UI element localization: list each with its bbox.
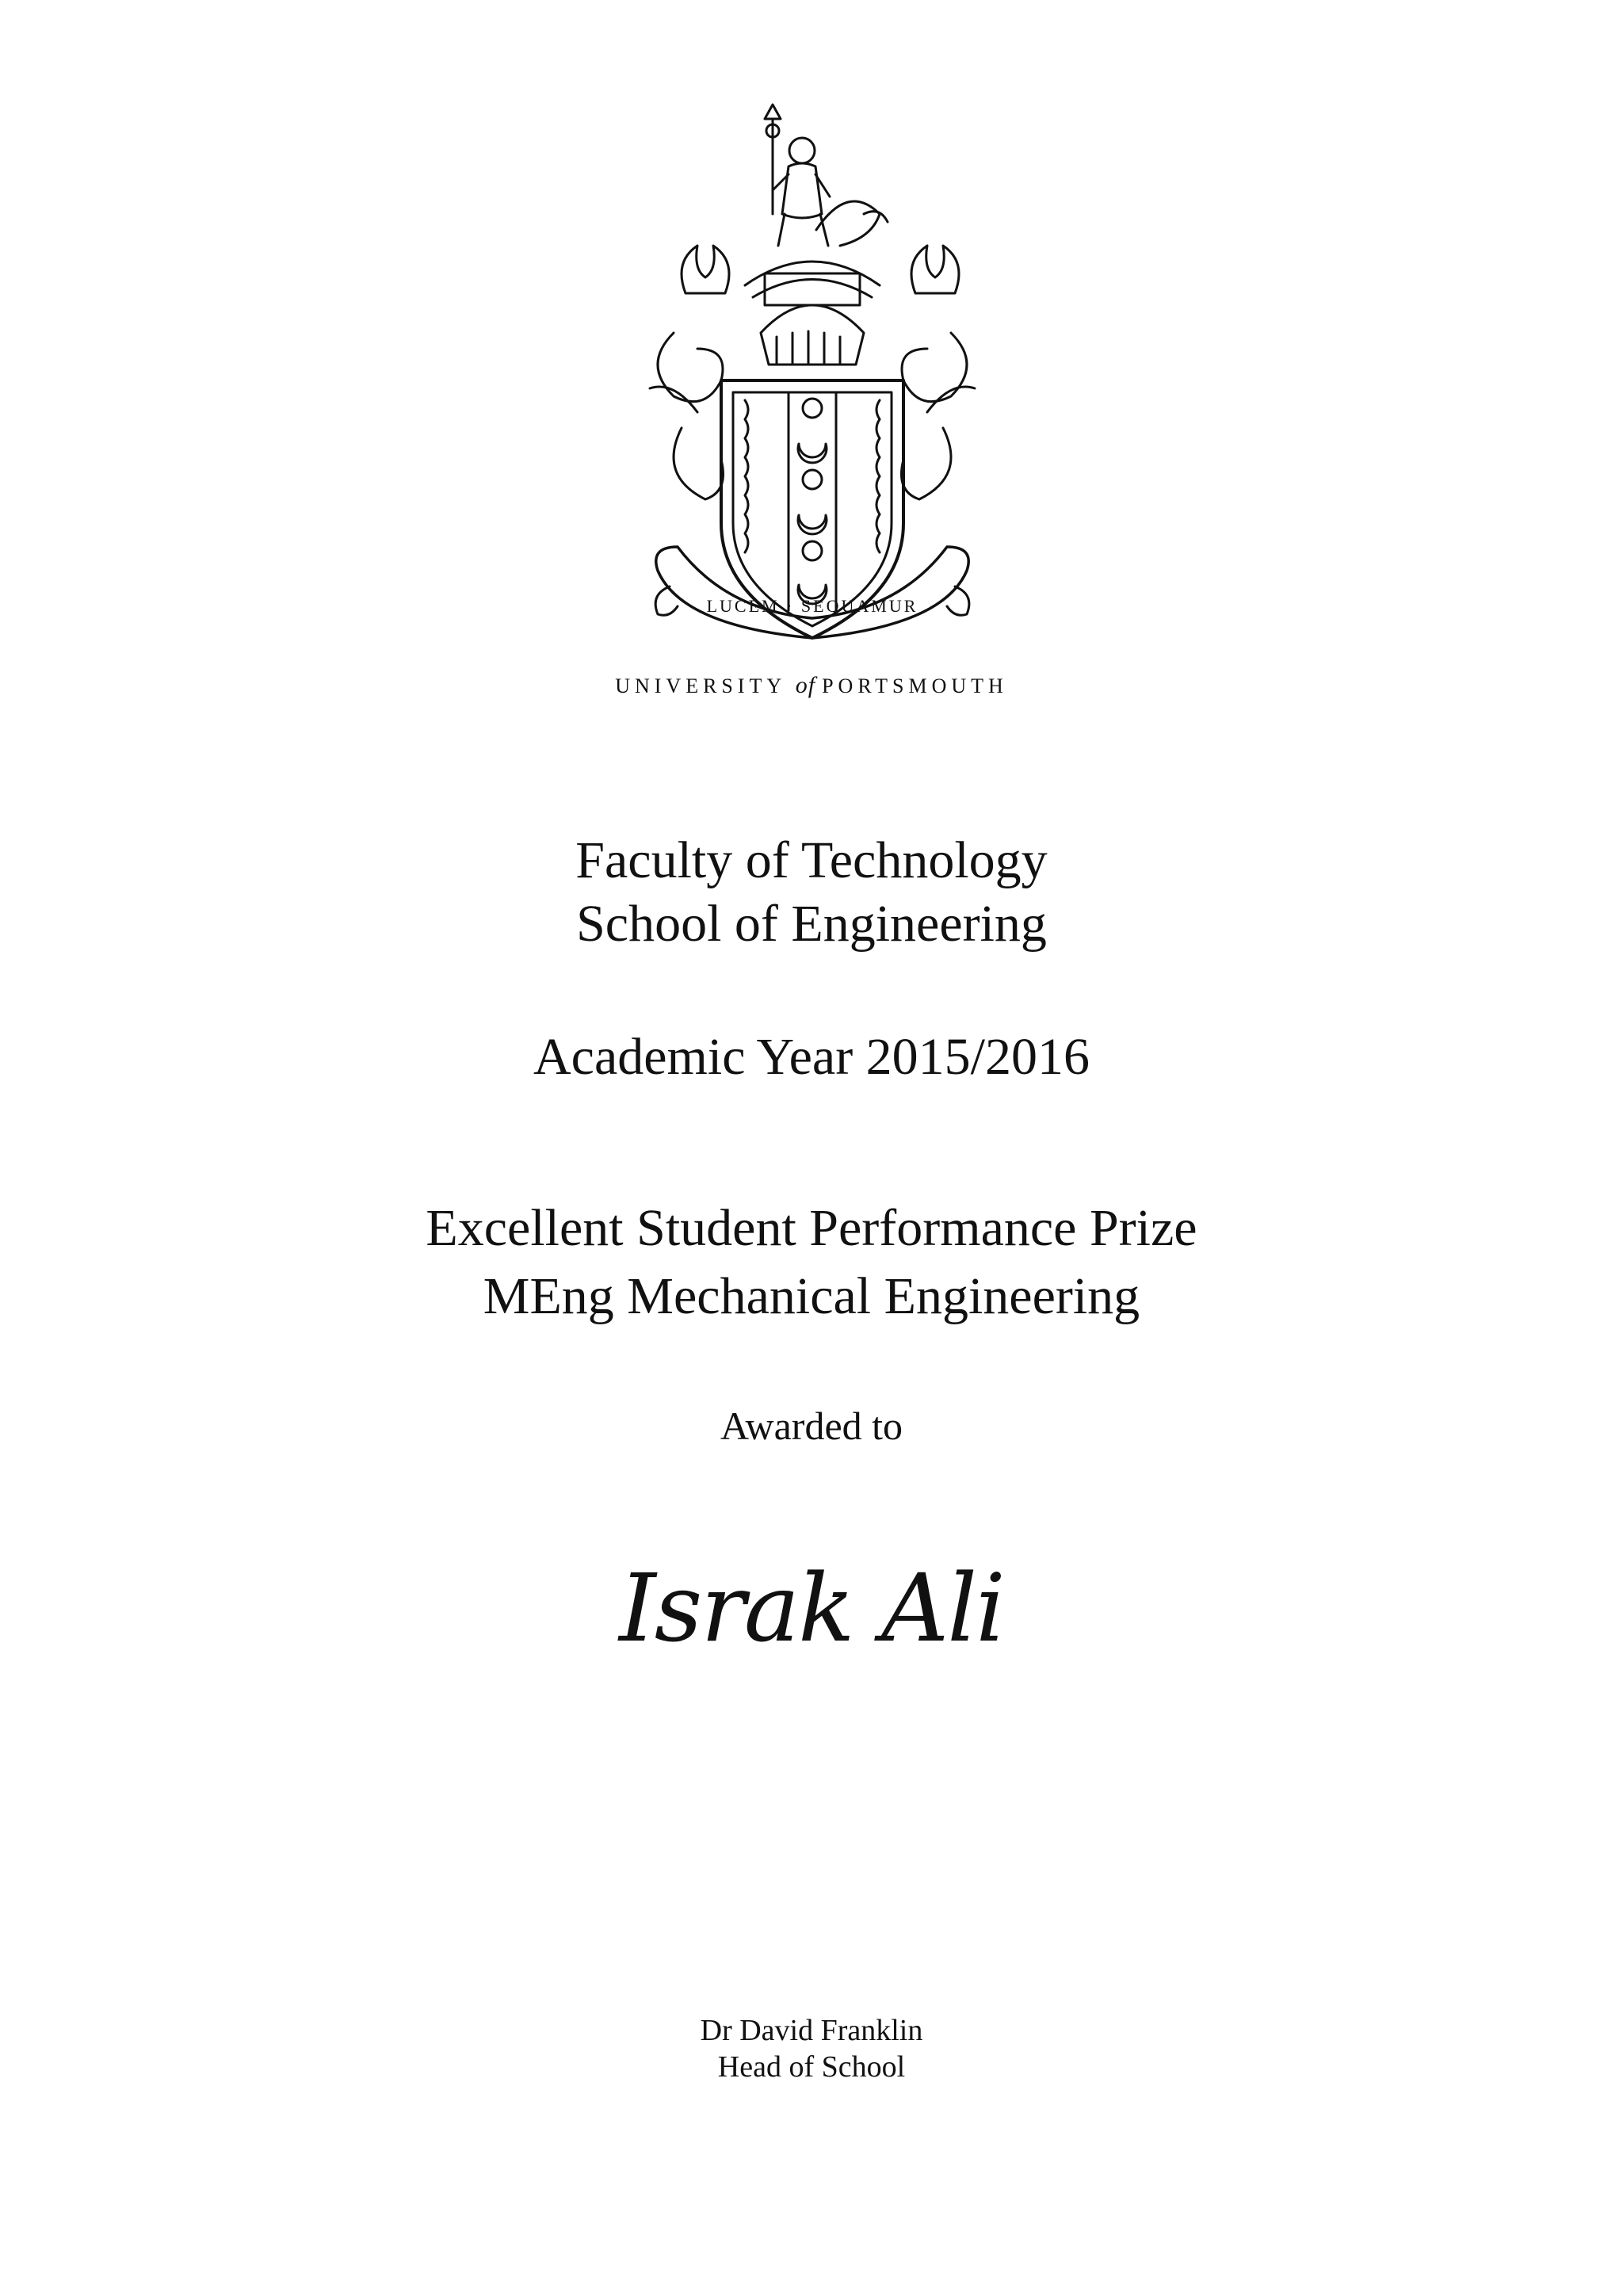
recipient-name: Israk Ali [619,1553,1004,1663]
signatory-name: Dr David Franklin [700,2014,923,2047]
crest-motto: LUCEM · SEQUAMUR [706,596,918,616]
prize-title: Excellent Student Performance Prize [426,1199,1197,1257]
programme-title: MEng Mechanical Engineering [483,1267,1140,1325]
awarded-to-label: Awarded to [720,1404,903,1448]
faculty-heading: Faculty of Technology [575,831,1048,889]
school-heading: School of Engineering [576,895,1047,953]
institution-word-portsmouth: PORTSMOUTH [822,674,1008,697]
academic-year: Academic Year 2015/2016 [533,1028,1090,1086]
institution-name [0,672,1623,699]
signatory-title: Head of School [717,2050,906,2084]
institution-word-of: of [795,672,816,698]
coat-of-arms-logo [626,95,999,650]
institution-word-university: UNIVERSITY [615,674,786,697]
